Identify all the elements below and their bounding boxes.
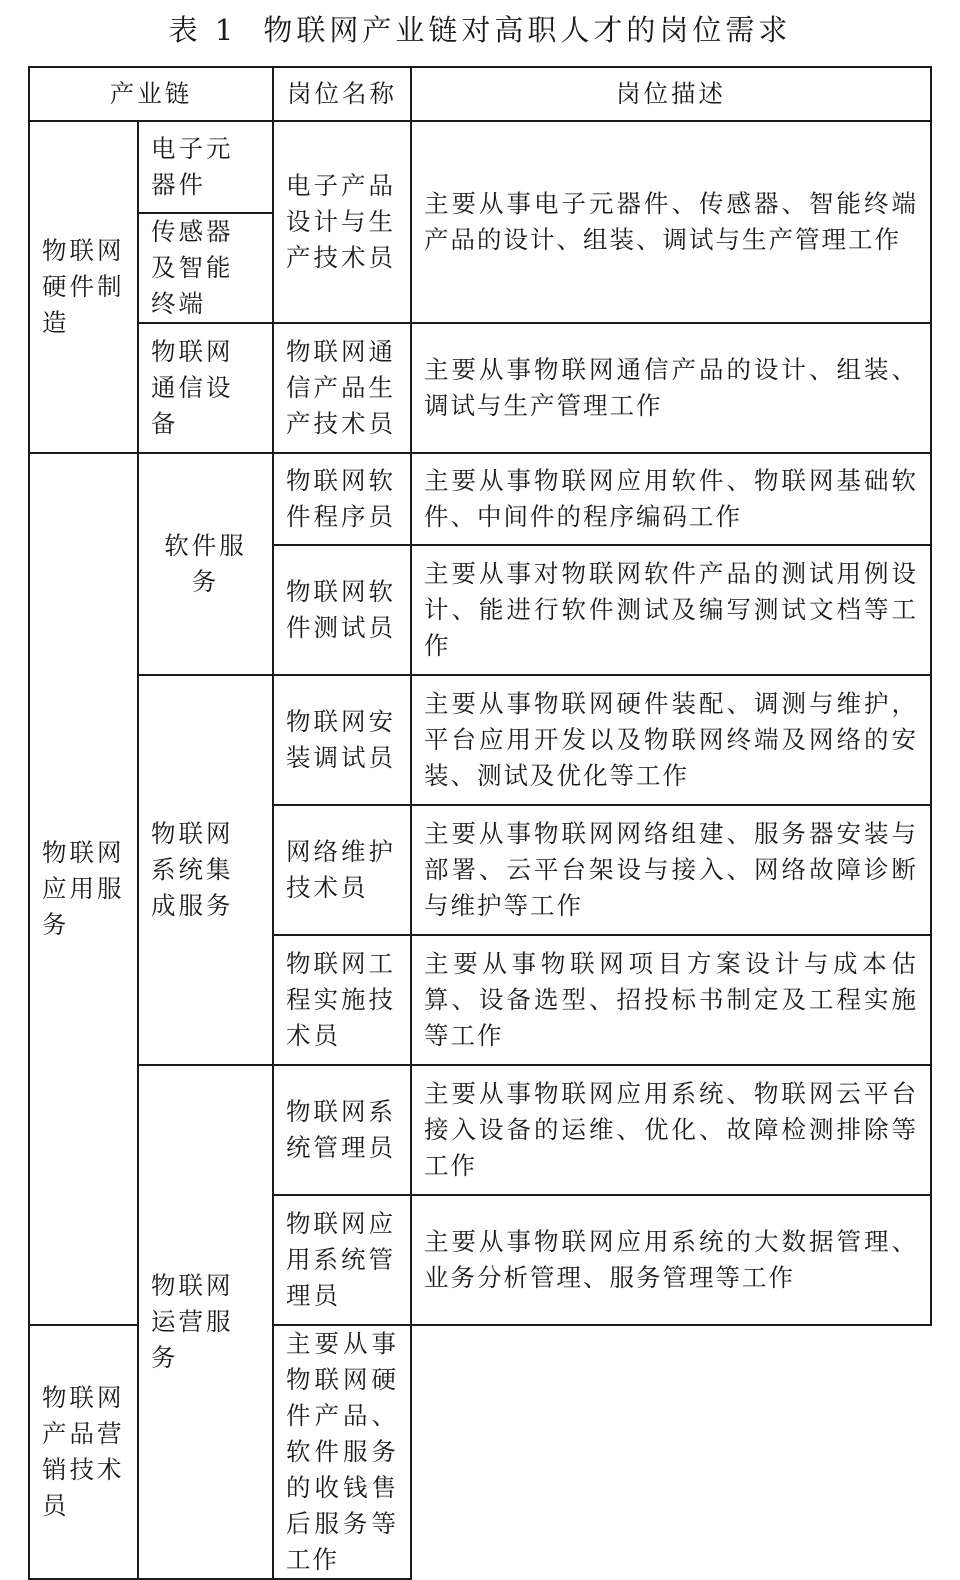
table-row: [29, 121, 931, 213]
job-description: 主要从事物联网应用系统的大数据管理、业务分析管理、服务管理等工作: [411, 1195, 931, 1325]
table-row: [29, 323, 931, 453]
group-application: 物联网应用服务: [29, 453, 138, 1325]
subgroup-comm-devices: 物联网通信设备: [138, 323, 273, 453]
subgroup-integration: 物联网系统集成服务: [138, 675, 273, 1065]
job-description: 主要从事物联网通信产品的设计、组装、调试与生产管理工作: [411, 323, 931, 453]
job-description: 主要从事物联网网络组建、服务器安装与部署、云平台架设与接入、网络故障诊断与维护等工作: [411, 805, 931, 935]
job-title: 物联网应用系统管理员: [273, 1195, 411, 1325]
table-title: 物联网产业链对高职人才的岗位需求: [263, 13, 792, 47]
job-title: 物联网通信产品生产技术员: [273, 323, 411, 453]
table-caption: [0, 10, 960, 50]
job-description: 主要从事物联网硬件装配、调测与维护，平台应用开发以及物联网终端及网络的安装、测试及优化等工作: [411, 675, 931, 805]
job-title: 物联网软件程序员: [273, 453, 411, 545]
job-title: 物联网系统管理员: [273, 1065, 411, 1195]
job-description: 主要从事物联网项目方案设计与成本估算、设备选型、招投标书制定及工程实施等工作: [411, 935, 931, 1065]
table-number: 表 1: [168, 13, 238, 47]
job-title: 网络维护技术员: [273, 805, 411, 935]
job-description: 主要从事物联网硬件产品、软件服务的收钱售后服务等工作: [273, 1325, 411, 1579]
header-description: 岗位描述: [411, 67, 931, 121]
job-description: 主要从事物联网应用软件、物联网基础软件、中间件的程序编码工作: [411, 453, 931, 545]
job-description: 主要从事对物联网软件产品的测试用例设计、能进行软件测试及编写测试文档等工作: [411, 545, 931, 675]
job-title: 电子产品设计与生产技术员: [273, 121, 411, 323]
subgroup-operations: 物联网运营服务: [138, 1065, 273, 1579]
job-title: 物联网安装调试员: [273, 675, 411, 805]
table-row: [29, 453, 931, 545]
group-hardware: 物联网硬件制造: [29, 121, 138, 453]
job-title: 物联网软件测试员: [273, 545, 411, 675]
job-requirements-table: [28, 66, 932, 1580]
subgroup-software: 软件服务: [138, 453, 273, 675]
job-description: 主要从事物联网应用系统、物联网云平台接入设备的运维、优化、故障检测排除等工作: [411, 1065, 931, 1195]
table-row: [29, 675, 931, 805]
header-title: 岗位名称: [273, 67, 411, 121]
job-title: 物联网产品营销技术员: [29, 1325, 138, 1579]
subgroup-components: 电子元器件: [138, 121, 273, 213]
header-row: [29, 67, 931, 121]
table-row: [29, 1065, 931, 1195]
subgroup-sensors: 传感器及智能终端: [138, 213, 273, 323]
job-title: 物联网工程实施技术员: [273, 935, 411, 1065]
job-description: 主要从事电子元器件、传感器、智能终端产品的设计、组装、调试与生产管理工作: [411, 121, 931, 323]
header-chain: 产业链: [29, 67, 273, 121]
